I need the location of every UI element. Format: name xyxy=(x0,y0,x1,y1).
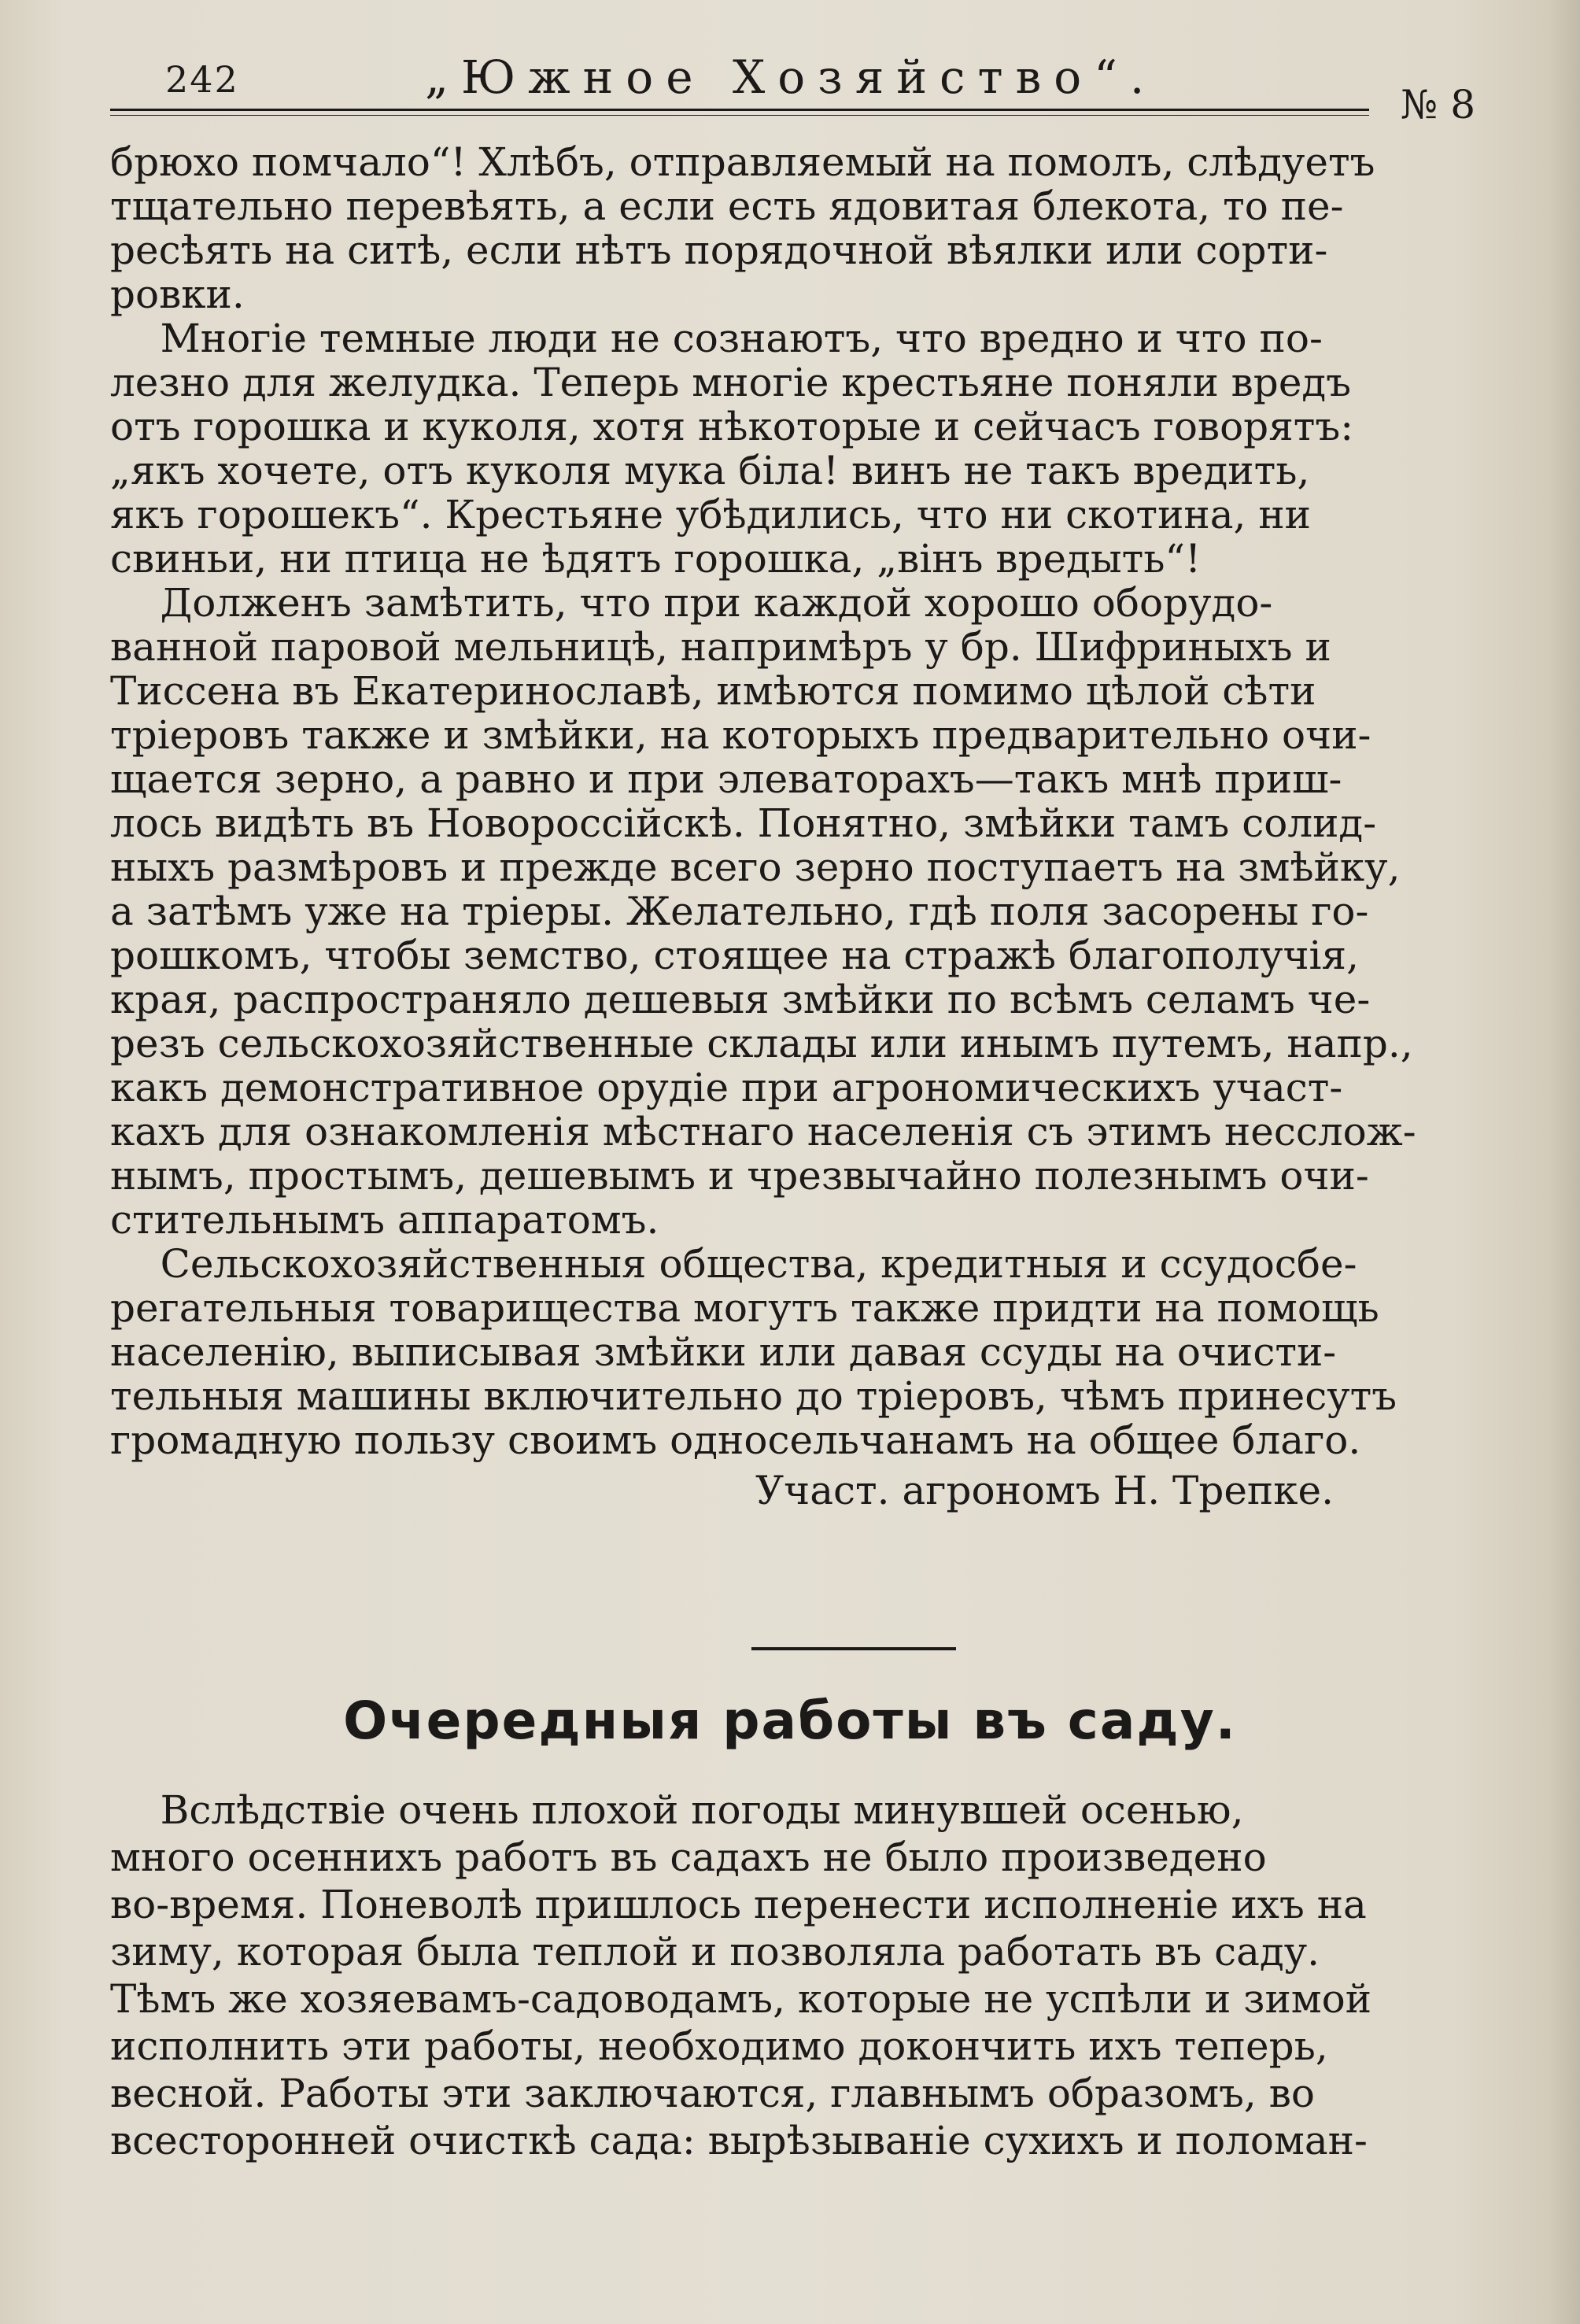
text-line: много осеннихъ работъ въ садахъ не было произведено xyxy=(110,1834,1267,1880)
issue-number: № 8 xyxy=(1401,82,1476,127)
text-line: Вслѣдствіе очень плохой погоды минувшей осенью, xyxy=(110,1787,1244,1833)
text-line: всесторонней очисткѣ сада: вырѣзываніе сухихъ и поломан- xyxy=(110,2118,1368,2163)
journal-title: „Южное Хозяйство“. xyxy=(425,50,1157,104)
section-heading: Очередныя работы въ саду. xyxy=(343,1690,1237,1751)
text-line: регательныя товарищества могутъ также придти на помощь xyxy=(110,1285,1379,1331)
text-line: тріеровъ также и змѣйки, на которыхъ предварительно очи- xyxy=(110,712,1371,758)
text-line: брюхо помчало“! Хлѣбъ, отправляемый на помолъ, слѣдуетъ xyxy=(110,139,1375,185)
text-line: лезно для желудка. Теперь многіе крестьяне поняли вредъ xyxy=(110,360,1352,405)
text-line: стительнымъ аппаратомъ. xyxy=(110,1197,659,1243)
text-line: свиньи, ни птица не ѣдятъ горошка, „вінъ вредыть“! xyxy=(110,536,1202,582)
page-number: 242 xyxy=(165,58,239,101)
text-line: ныхъ размѣровъ и прежде всего зерно поступаетъ на змѣйку, xyxy=(110,844,1401,890)
text-line: отъ горошка и куколя, хотя нѣкоторые и сейчасъ говорятъ: xyxy=(110,404,1354,449)
page-edge-shadow xyxy=(1549,0,1580,2324)
text-line: резъ сельскохозяйственные склады или инымъ путемъ, напр., xyxy=(110,1021,1413,1066)
header-rule xyxy=(110,109,1369,116)
text-line: ровки. xyxy=(110,272,245,317)
text-line: ресѣять на ситѣ, если нѣтъ порядочной вѣялки или сорти- xyxy=(110,227,1328,273)
text-line: Долженъ замѣтить, что при каждой хорошо оборудо- xyxy=(110,580,1273,626)
article-body xyxy=(110,140,1526,1513)
text-line: Тѣмъ же хозяевамъ-садоводамъ, которые не успѣли и зимой xyxy=(110,1976,1372,2022)
text-line: какъ демонстративное орудіе при агрономическихъ участ- xyxy=(110,1065,1343,1110)
text-line: во-время. Поневолѣ пришлось перенести исполненіе ихъ на xyxy=(110,1882,1367,1927)
text-line: щается зерно, а равно и при элеваторахъ—такъ мнѣ приш- xyxy=(110,756,1342,802)
text-line: тщательно перевѣять, а если есть ядовитая блекота, то пе- xyxy=(110,183,1344,229)
text-line: Тиссена въ Екатеринославѣ, имѣются помимо цѣлой сѣти xyxy=(110,668,1316,714)
text-line: тельныя машины включительно до тріеровъ, чѣмъ принесутъ xyxy=(110,1373,1397,1419)
text-line: населенію, выписывая змѣйки или давая ссуды на очисти- xyxy=(110,1329,1337,1375)
article2-body xyxy=(110,1786,1526,2164)
text-line: а затѣмъ уже на тріеры. Желательно, гдѣ поля засорены го- xyxy=(110,889,1369,934)
text-line: ванной паровой мельницѣ, напримѣръ у бр. Шифриныхъ и xyxy=(110,624,1331,670)
text-line: лось видѣть въ Новороссійскѣ. Понятно, змѣйки тамъ солид- xyxy=(110,800,1377,846)
text-line: кахъ для ознакомленія мѣстнаго населенія съ этимъ несслож- xyxy=(110,1109,1416,1155)
text-line: зиму, которая была теплой и позволяла работать въ саду. xyxy=(110,1929,1320,1975)
text-line: весной. Работы эти заключаются, главнымъ образомъ, во xyxy=(110,2071,1315,2116)
page-header xyxy=(110,46,1495,127)
text-line: „якъ хочете, отъ куколя мука біла! винъ не такъ вредить, xyxy=(110,448,1310,493)
section-separator xyxy=(751,1647,956,1650)
text-line: якъ горошекъ“. Крестьяне убѣдились, что ни скотина, ни xyxy=(110,492,1311,538)
author-signature: Участ. агрономъ Н. Трепке. xyxy=(755,1468,1334,1513)
text-line: громадную пользу своимъ односельчанамъ на общее благо. xyxy=(110,1417,1361,1463)
text-line: рошкомъ, чтобы земство, стоящее на стражѣ благополучія, xyxy=(110,933,1359,978)
text-line: нымъ, простымъ, дешевымъ и чрезвычайно полезнымъ очи- xyxy=(110,1153,1369,1199)
text-line: Сельскохозяйственныя общества, кредитныя и ссудосбе- xyxy=(110,1241,1357,1287)
text-line: края, распространяло дешевыя змѣйки по всѣмъ селамъ че- xyxy=(110,977,1371,1022)
text-line: исполнить эти работы, необходимо докончить ихъ теперь, xyxy=(110,2023,1328,2069)
text-line: Многіе темные люди не сознаютъ, что вредно и что по- xyxy=(110,316,1323,361)
